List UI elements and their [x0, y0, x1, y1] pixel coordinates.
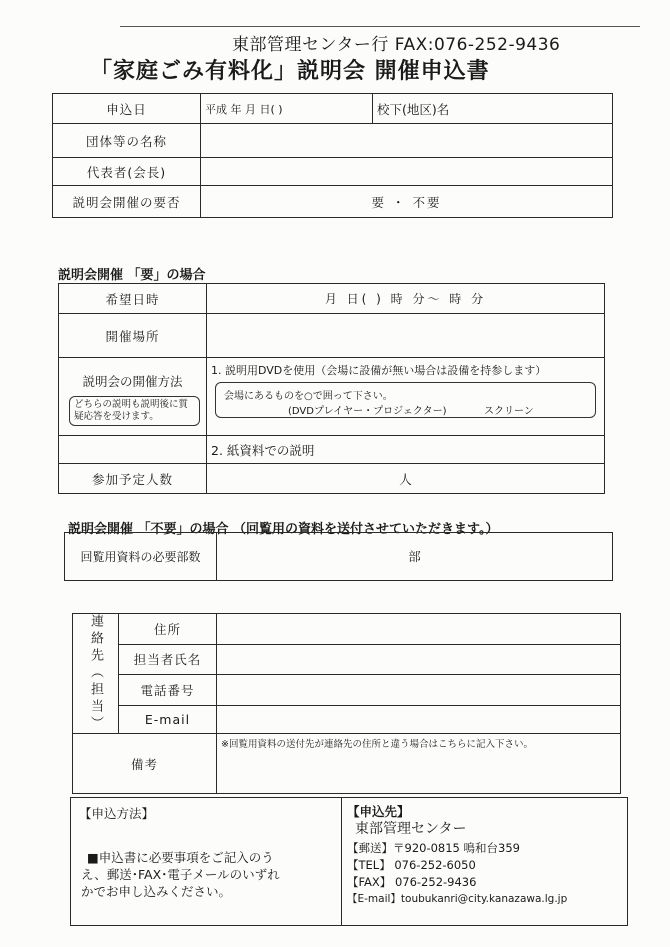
dest-post: 【郵送】〒920-0815 鳴和台359: [347, 841, 520, 855]
need-label: 説明会開催の要否: [53, 186, 201, 218]
phone-field[interactable]: [217, 675, 621, 706]
dest-email[interactable]: 【E-mail】toubukanri@city.kanazawa.lg.jp: [347, 893, 568, 905]
contact-vertical-label: 連絡先（担当）: [73, 614, 119, 734]
rep-field[interactable]: [201, 158, 613, 186]
date-label: 申込日: [53, 94, 201, 124]
remarks-label: 備考: [73, 734, 217, 794]
remarks-note: ※回覧用資料の送付先が連絡先の住所と違う場合はこちらに記入下さい。: [221, 739, 533, 750]
header-fax-line: 東部管理センター行 FAX:076-252-9436: [232, 35, 561, 55]
school-field[interactable]: [463, 94, 613, 124]
need-options[interactable]: 要 ・ 不要: [201, 186, 613, 218]
section-not-need-title: 説明会開催 「不要」の場合 （回覧用の資料を送付させていただきます。）: [68, 522, 499, 537]
participants-label: 参加予定人数: [59, 464, 207, 494]
dest-name: 東部管理センター: [355, 821, 467, 837]
bottom-divider: [341, 798, 342, 925]
wish-label: 希望日時: [59, 284, 207, 314]
person-label: 担当者氏名: [119, 644, 217, 675]
email-label: E-mail: [119, 705, 217, 734]
need-form: [58, 283, 605, 494]
page-title: 「家庭ごみ有料化」説明会 開催申込書: [90, 59, 490, 84]
copies-label: 回覧用資料の必要部数: [65, 533, 217, 581]
address-field[interactable]: [217, 614, 621, 645]
method-cell: [59, 358, 207, 436]
section-need-title: 説明会開催 「要」の場合: [58, 268, 206, 283]
method-cell-lower: [59, 436, 207, 464]
method-label: 説明会の開催方法: [82, 374, 183, 389]
bottom-info: [70, 797, 628, 926]
phone-label: 電話番号: [119, 675, 217, 706]
dvd-items[interactable]: (DVDプレイヤー・プロジェクター): [288, 406, 447, 417]
option-dvd[interactable]: 1. 説明用DVDを使用（会場に設備が無い場合は設備を持参します）: [211, 364, 547, 377]
venue-label: 開催場所: [59, 314, 207, 358]
email-field[interactable]: [217, 705, 621, 734]
participants-unit[interactable]: 人: [207, 464, 605, 494]
method-note: どちらの説明も説明後に質疑応答を受けます。: [69, 396, 200, 426]
wish-field[interactable]: 月 日( ) 時 分～ 時 分: [207, 284, 605, 314]
dvd-note: 会場にあるものを○で囲って下さい。: [224, 391, 393, 402]
venue-field[interactable]: [207, 314, 605, 358]
method-text-3: かでお申し込みください。: [81, 884, 232, 899]
remarks-field[interactable]: [217, 734, 621, 794]
not-need-form: [64, 532, 613, 581]
top-rule: [120, 26, 640, 27]
option-paper[interactable]: 2. 紙資料での説明: [207, 436, 605, 464]
org-label: 団体等の名称: [53, 124, 201, 158]
contact-form: [72, 613, 621, 794]
method-title: 【申込方法】: [79, 806, 155, 821]
rep-label: 代表者(会長): [53, 158, 201, 186]
dvd-equipment-box: [215, 382, 596, 418]
dest-fax: 【FAX】 076-252-9436: [347, 875, 477, 889]
method-text-1: ■申込書に必要事項をご記入のう: [87, 850, 274, 865]
top-form: [52, 93, 613, 218]
copies-unit[interactable]: 部: [217, 533, 613, 581]
dest-title: 【申込先】: [347, 804, 410, 819]
person-field[interactable]: [217, 644, 621, 675]
dest-tel: 【TEL】 076-252-6050: [347, 858, 476, 872]
date-field[interactable]: 平成 年 月 日( ): [201, 94, 373, 124]
address-label: 住所: [119, 614, 217, 645]
method-dvd-cell[interactable]: [207, 358, 605, 436]
school-label: 校下(地区)名: [373, 94, 463, 124]
dvd-screen[interactable]: スクリーン: [484, 406, 534, 417]
method-text-2: え、郵送･FAX･電子メールのいずれ: [81, 867, 280, 882]
org-field[interactable]: [201, 124, 613, 158]
